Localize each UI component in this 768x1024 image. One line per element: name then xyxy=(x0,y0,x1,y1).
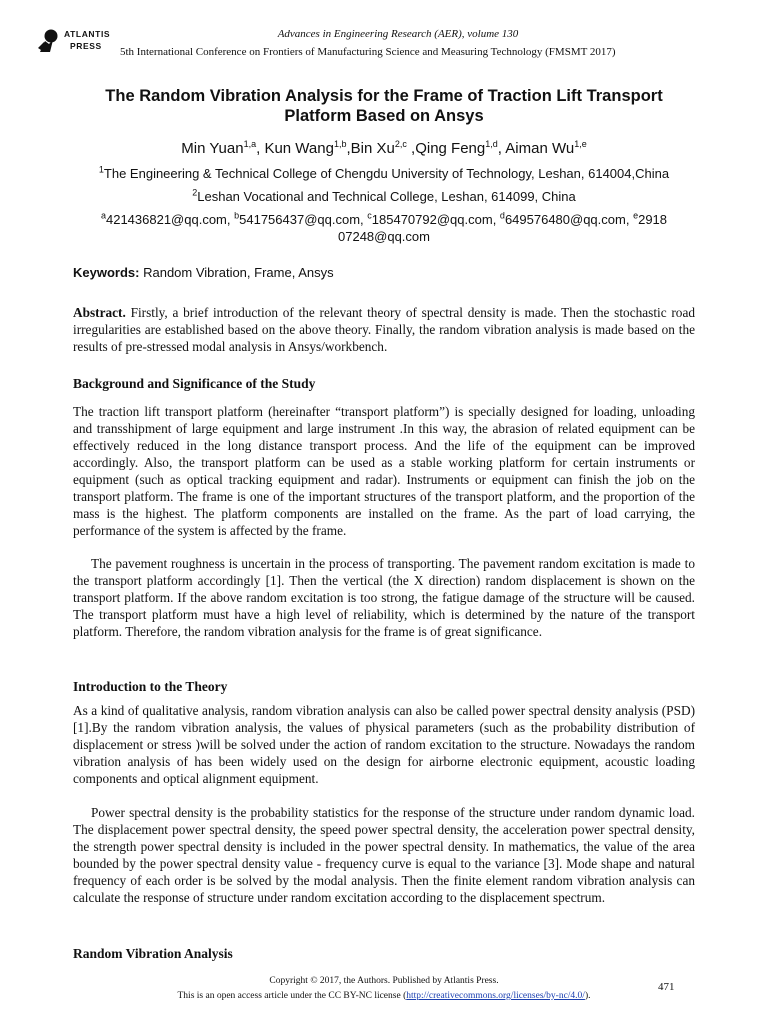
title-line-2: Platform Based on Ansys xyxy=(284,107,484,125)
paragraph: The pavement roughness is uncertain in the process of transporting. The pavement random excitation is made to the transport platform accordingly [1]. Then the vertical (the X direction) random displacement is shown on the transport platform. If the above random excitation is too strong, the fatigue damage of the structure will be caused. The transport platform must have a high level of reliability, which is determined by the nature of the transport platform. Therefore, the random vibration analysis for the frame is of great significance. xyxy=(73,556,695,639)
email-address[interactable]: 421436821@qq.com xyxy=(105,212,227,227)
author-name: Bin Xu xyxy=(350,140,395,157)
affiliation-2 xyxy=(70,189,698,204)
author-superscript: 2,c xyxy=(394,139,407,149)
logo-text-press: PRESS xyxy=(70,41,102,51)
section-heading-background: Background and Significance of the Study xyxy=(73,376,316,391)
email-superscript: d xyxy=(499,210,505,221)
affiliation-1 xyxy=(70,166,698,181)
conference-header: 5th International Conference on Frontiers of Manufacturing Science and Measuring Technology (FMSMT 2017) xyxy=(120,46,616,58)
section-heading-theory: Introduction to the Theory xyxy=(73,679,228,694)
page-number: 471 xyxy=(658,981,675,993)
section-heading-random-vibration: Random Vibration Analysis xyxy=(73,946,233,961)
affiliation-superscript: 2 xyxy=(192,187,198,198)
logo-text-atlantis: ATLANTIS xyxy=(64,29,111,39)
abstract xyxy=(73,304,695,355)
license-suffix: ). xyxy=(584,991,591,1001)
email-address[interactable]: 2918 07248@qq.com xyxy=(338,212,668,244)
author-name: Min Yuan xyxy=(181,140,244,157)
email-superscript: a xyxy=(100,210,106,221)
abstract-label: Abstract. xyxy=(73,305,126,320)
affiliation-superscript: 1 xyxy=(98,164,104,175)
author-name: Kun Wang xyxy=(264,140,334,157)
email-list: $^a$421436821@qq.com, $^b$541756437@qq.com, $^c$185470792@qq.com, $^d$649576480@qq.com, $^e$2918 07248@qq.com xyxy=(100,210,668,244)
copyright-notice: Copyright © 2017, the Authors. Published by Atlantis Press. xyxy=(269,976,499,986)
author-list: Min Yuan$^{1,a}$, Kun Wang$^{1,b}$,Bin Xu$^{2,c}$ ,Qing Feng$^{1,d}$, Aiman Wu$^{1,e}$ xyxy=(181,139,587,157)
paper-title xyxy=(70,86,698,126)
author-superscript: 1,e xyxy=(574,139,587,149)
email-address[interactable]: 185470792@qq.com xyxy=(371,212,493,227)
affiliation-text: Leshan Vocational and Technical College, Leshan, 614099, China xyxy=(197,189,576,204)
keywords xyxy=(73,265,334,280)
license-notice xyxy=(0,991,768,1001)
title-line-1: The Random Vibration Analysis for the Frame of Traction Lift Transport xyxy=(105,87,663,105)
author-superscript: 1,b xyxy=(333,139,347,149)
author-superscript: 1,a xyxy=(243,139,257,149)
email-address[interactable]: 541756437@qq.com xyxy=(239,212,361,227)
keywords-label: Keywords: xyxy=(73,265,140,280)
email-superscript: e xyxy=(633,210,639,221)
author-name: Qing Feng xyxy=(415,140,486,157)
license-link[interactable]: http://creativecommons.org/licenses/by-nc/4.0/ xyxy=(406,991,585,1001)
paragraph: As a kind of qualitative analysis, random vibration analysis can also be called power spectral density analysis (PSD) [1].By the random vibration analysis, the values of physical parameters (such as the probability distribution of displacement or stress )will be solved under the action of random excitation to the structure. Nowadays the random vibration analysis of has been widely used on the design for airborne electronic equipment, acoustic loading components and optical alignment equipment. xyxy=(73,703,695,786)
email-superscript: c xyxy=(367,210,372,221)
author-superscript: 1,d xyxy=(485,139,498,149)
abstract-text: Firstly, a brief introduction of the relevant theory of spectral density is made. Then the stochastic road irregularities are established based on the above theory. Finally, the random vibration analysis is made based on the results of pre-stressed modal analysis in Ansys/workbench. xyxy=(73,305,695,354)
keywords-text: Random Vibration, Frame, Ansys xyxy=(143,265,334,280)
journal-header: Advances in Engineering Research (AER), volume 130 xyxy=(277,28,519,40)
email-superscript: b xyxy=(234,210,240,221)
email-address[interactable]: 649576480@qq.com xyxy=(504,212,626,227)
paragraph: The traction lift transport platform (hereinafter “transport platform”) is specially designed for loading, unloading and transshipment of large equipment and large instrument .In this way, the abrasion of related equipment can be effectively reduced in the long distance transport process. And the life of the equipment can be improved accordingly. Also, the transport platform can be used as a stable working platform for certain instruments or equipment (such as optical tracking equipment and radar). Instruments or equipment can finish the job on the transport platform. The frame is one of the important structures of the transport platform, and the proportion of the mass is the highest. The platform components are installed on the frame. As the part of load carrying, the performance of the system is affected by the frame. xyxy=(73,404,695,538)
license-prefix: This is an open access article under the CC BY-NC license ( xyxy=(177,991,407,1001)
paragraph: Power spectral density is the probability statistics for the response of the structure under random dynamic load. The displacement power spectral density, the speed power spectral density, the acceleration power spectral density, the strength power spectral density is included in the power spectral density. In mathematics, the value of the area bounded by the power spectral density value - frequency curve is equal to the variance [3]. Mode shape and natural frequency of each order is be solved by the modal analysis. Then the finite element random vibration analysis can calculate the response of structure under random excitation according to the displacement spectrum. xyxy=(73,805,695,905)
affiliation-text: The Engineering & Technical College of Chengdu University of Technology, Leshan, 614004,China xyxy=(103,166,670,181)
author-name: Aiman Wu xyxy=(505,140,575,157)
